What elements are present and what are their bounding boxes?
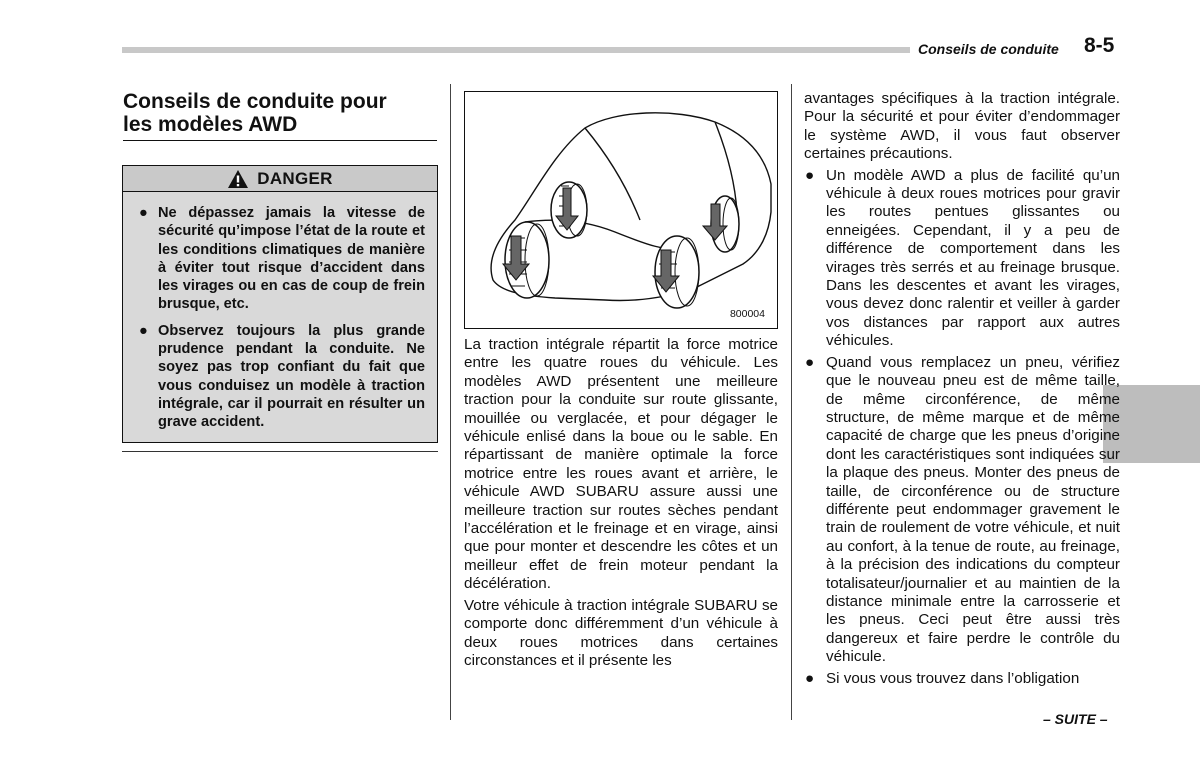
continued-marker: – SUITE – — [1043, 711, 1108, 727]
bullet-icon: ● — [805, 353, 815, 371]
column-2 — [464, 336, 778, 673]
column-1 — [122, 90, 438, 452]
bullet-paragraph — [804, 670, 1120, 688]
bullet-icon: ● — [139, 322, 148, 339]
danger-label: DANGER — [257, 168, 333, 188]
bullet-text: Si vous vous trouvez dans l’obligation — [826, 669, 1080, 687]
header-rule — [122, 47, 910, 53]
bullet-paragraph — [804, 354, 1120, 667]
bullet-paragraph — [804, 167, 1120, 351]
column-1-end-rule — [122, 451, 438, 452]
section-title-line-1: Conseils de conduite pour — [123, 90, 387, 113]
bullet-text: Un modèle AWD a plus de facilité qu’un véhicule à deux roues motrices pour gravir les routes pentues glissantes ou enneigées. Cependant, il y a peu de différence de comportement dans les virages très serrés et au freinage brusque. Dans les descentes et avant les virages, vous devez donc ralentir et veiller à garder vos distances par rapport aux autres véhicules. — [826, 166, 1120, 350]
page-number: 8-5 — [1084, 34, 1115, 57]
danger-header — [122, 165, 438, 192]
section-title — [123, 90, 437, 141]
bullet-icon: ● — [805, 166, 815, 184]
column-divider-1 — [450, 84, 451, 720]
warning-triangle-icon — [227, 169, 249, 189]
running-header: Conseils de conduite — [918, 41, 1059, 57]
body-paragraph: Votre véhicule à traction intégrale SUBARU se comporte donc différemment d’un véhicule à deux roues motrices dans certaines circonstances et il présente les — [464, 596, 778, 669]
danger-item — [135, 322, 425, 432]
body-paragraph: La traction intégrale répartit la force motrice entre les quatre roues du véhicule. Les modèles AWD présentent une meilleure traction pour la conduite sur route glissante, mouillée ou verglacée, et pour dégager le véhicule enlisé dans la boue ou le sable. En répartissant de manière optimale la force motrice entre les roues avant et arrière, le véhicule AWD SUBARU assure aussi une meilleure traction sur routes sèches pendant l’accélération et le freinage et en virage, ainsi que pour monter et descendre les côtes et un meilleur effet de frein moteur pendant la décélération. — [464, 336, 778, 593]
bullet-icon: ● — [805, 669, 815, 687]
figure-code: 800004 — [729, 308, 765, 320]
car-outline-icon — [465, 92, 777, 328]
danger-item-text: Ne dépassez jamais la vitesse de sécurité qu’impose l’état de la route et les conditions climatiques de manière à éviter tout risque d’accident dans les virages ou en cas de coup de frein brusque, etc. — [158, 205, 425, 313]
danger-item — [135, 204, 425, 314]
column-divider-2 — [791, 84, 792, 720]
section-title-line-2: les modèles AWD — [123, 113, 298, 136]
danger-item-text: Observez toujours la plus grande prudence pendant la conduite. Ne soyez pas trop confiant du fait que vous conduisez un modèle à traction intégrale, car il pourrait en résulter un grave accident. — [158, 322, 425, 431]
bullet-text: Quand vous remplacez un pneu, vérifiez que le nouveau pneu est de même taille, de même circonférence, de même structure, de même marque et de même capacité de charge que les pneus d’origine dont les caractéristiques sont indiquées sur la plaque des pneus. Monter des pneus de taille, de circonférence ou de structure différente peut endommager gravement le train de roulement de votre véhicule, et nuit au confort, à la tenue de route, au freinage, à la précision des indications du compteur totalisateur/journalier et au maintien de la distance minimale entre la carrosserie et les pneus. Ceci peut être aussi très dangereux et faire perdre le contrôle du véhicule. — [826, 353, 1120, 666]
awd-figure — [464, 91, 778, 329]
bullet-icon: ● — [139, 205, 148, 221]
danger-box — [122, 192, 438, 443]
body-paragraph: avantages spécifiques à la traction intégrale. Pour la sécurité et pour éviter d’endommager le système AWD, il vous faut observer certaines précautions. — [804, 90, 1120, 163]
column-3 — [804, 90, 1120, 691]
